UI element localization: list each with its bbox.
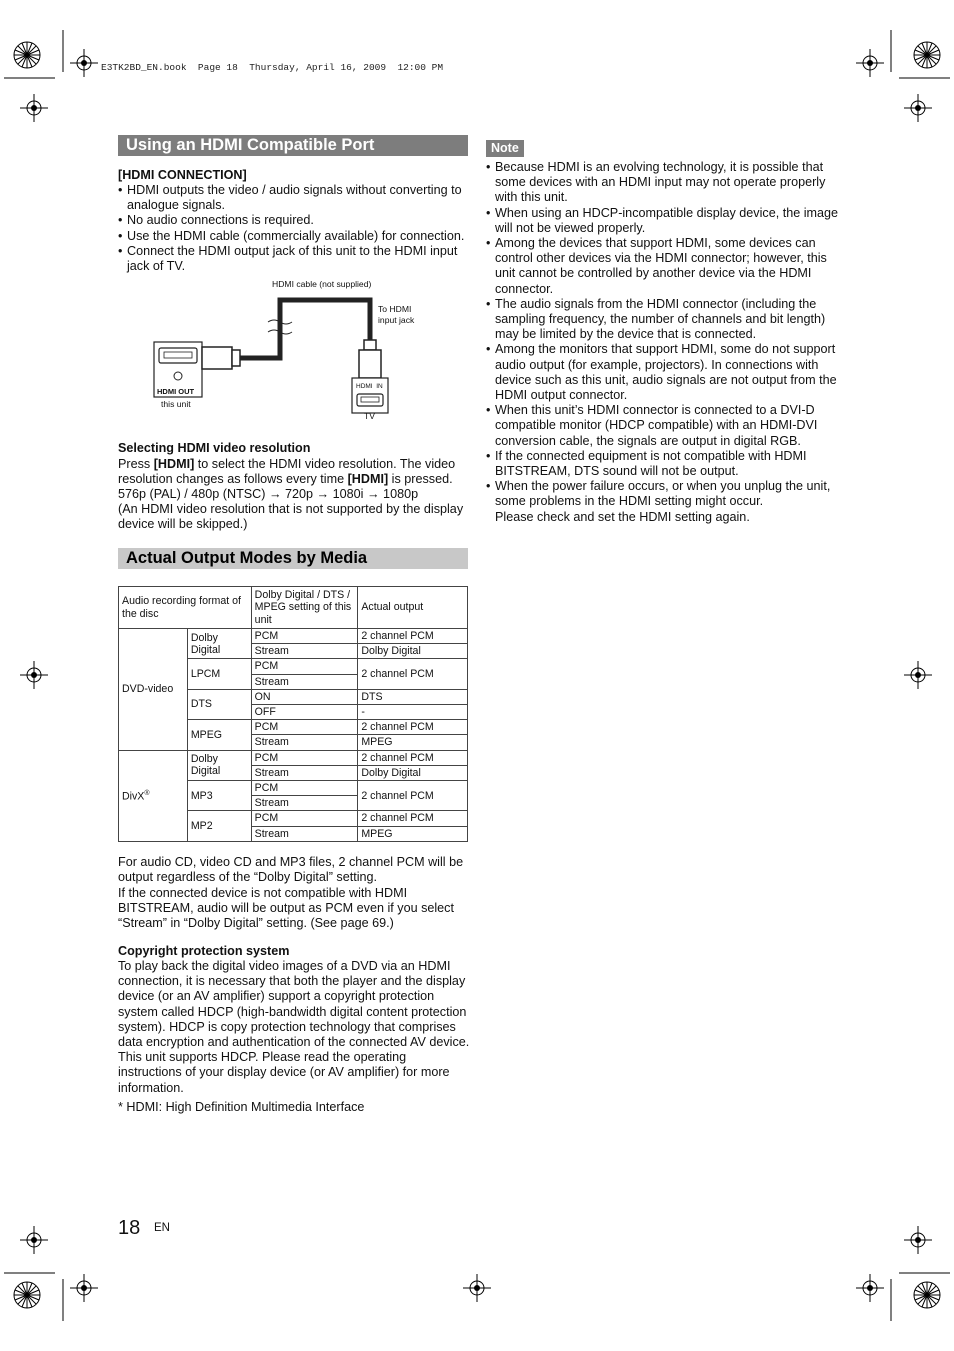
table-cell: 2 channel PCM (358, 629, 468, 644)
note-badge: Note (486, 140, 524, 157)
table-cell: 2 channel PCM (358, 720, 468, 735)
to-input-label: To HDMI input jack (378, 304, 415, 325)
tv-plug (359, 350, 381, 378)
section-title-hdmi (118, 135, 468, 156)
list-item: • Connect the HDMI output jack of this unit to the HDMI input jack of TV. (118, 244, 470, 274)
list-item: • Use the HDMI cable (commercially available) for connection. (118, 229, 470, 244)
list-item: • If the connected equipment is not compatible with HDMI BITSTREAM, DTS sound will not be output. (486, 449, 838, 479)
after-table-paragraph-1: For audio CD, video CD and MP3 files, 2 channel PCM will be output regardless of the “Dolby Digital” setting. (118, 855, 464, 885)
list-item: • The audio signals from the HDMI connector (including the sampling frequency, the number of channels and bit length) may be limited by the device that is connected. (486, 297, 838, 343)
table-cell: - (358, 705, 468, 720)
table-row (119, 587, 468, 629)
copyright-heading: Copyright protection system (118, 944, 290, 958)
list-item: • When the power failure occurs, or when you unplug the unit, some problems in the HDMI setting might occur. Please check and set the HDMI setting again. (486, 479, 838, 525)
table-cell: DivX® (119, 750, 188, 841)
resolution-note: (An HDMI video resolution that is not supported by the display device will be skipped.) (118, 502, 464, 532)
table-cell: 2 channel PCM (358, 750, 468, 765)
table-cell: 2 channel PCM (358, 659, 468, 689)
table-cell: PCM (251, 781, 358, 796)
resolution-text: Press [HDMI] to select the HDMI video resolution. The video resolution changes as follows every time [HDMI] is pressed. (118, 457, 456, 487)
list-item: • No audio connections is required. (118, 213, 470, 228)
table-cell: DVD-video (119, 629, 188, 751)
table-cell: MP3 (187, 781, 251, 811)
table-cell: PCM (251, 659, 358, 674)
table-cell: PCM (251, 629, 358, 644)
section-title-text: Using an HDMI Compatible Port (126, 136, 375, 154)
list-item: • Because HDMI is an evolving technology, it is possible that some devices with an HDMI input may not operate properly with this unit. (486, 160, 838, 206)
list-item: • When using an HDCP-incompatible display device, the image will not be viewed properly. (486, 206, 838, 236)
table-cell: ON (251, 689, 358, 704)
hdmi-in-label: HDMI IN (356, 383, 383, 390)
table-cell: PCM (251, 720, 358, 735)
table-cell: 2 channel PCM (358, 781, 468, 811)
table-header: Actual output (358, 587, 468, 629)
table-cell: MPEG (187, 720, 251, 750)
this-unit-label: this unit (161, 399, 191, 409)
resolution-heading: Selecting HDMI video resolution (118, 441, 311, 455)
table-header: Audio recording format of the disc (119, 587, 252, 629)
table-cell: Dolby Digital (187, 750, 251, 780)
table-cell: MPEG (358, 735, 468, 750)
hdmi-bullets (118, 183, 470, 274)
table-cell: MPEG (358, 826, 468, 841)
copyright-text: To play back the digital video images of a DVD via an HDMI connection, it is necessary that both the player and the display device (or an AV amplifier) support a copyright protection system called HDCP (high-bandwidth digital content protection system). HDCP is copy protection technology that comprises data encryption and authentication of the connected AV device. This unit supports HDCP. Please read the operating instructions of your display device (or AV amplifier) for more information. (118, 959, 470, 1095)
table-cell: Dolby Digital (358, 644, 468, 659)
table-cell: Dolby Digital (187, 629, 251, 659)
table-cell: DTS (358, 689, 468, 704)
cable-label: HDMI cable (not supplied) (272, 279, 372, 289)
table-cell: Stream (251, 674, 358, 689)
section-title-output-modes (118, 548, 468, 569)
print-info: E3TK2BD_EN.book Page 18 Thursday, April 16, 2009 12:00 PM (101, 62, 444, 73)
note-bullets (486, 160, 838, 525)
language-code: EN (154, 1222, 170, 1234)
table-cell: OFF (251, 705, 358, 720)
table-cell: Stream (251, 826, 358, 841)
table-cell: Stream (251, 644, 358, 659)
table-cell: PCM (251, 811, 358, 826)
table-cell: Stream (251, 765, 358, 780)
unit-plug (202, 347, 232, 369)
output-modes-table (118, 586, 468, 842)
tv-label: TV (364, 411, 375, 421)
table-header: Dolby Digital / DTS / MPEG setting of this unit (251, 587, 358, 629)
after-table-paragraph-2: If the connected device is not compatible with HDMI BITSTREAM, audio will be output as PCM even if you select “Stream” in “Dolby Digital” setting. (See page 69.) (118, 886, 454, 931)
table-cell: DTS (187, 689, 251, 719)
footnote: * HDMI: High Definition Multimedia Interface (118, 1100, 365, 1114)
table-cell: LPCM (187, 659, 251, 689)
table-cell: 2 channel PCM (358, 811, 468, 826)
list-item: • Among the monitors that support HDMI, some do not support audio output (for example, projectors). In connections with device such as this unit, audio signals are not output from the HDMI output connector. (486, 342, 838, 403)
table-cell: Dolby Digital (358, 765, 468, 780)
hdmi-connection-label: [HDMI CONNECTION] (118, 168, 247, 182)
section-title-text: Actual Output Modes by Media (126, 549, 368, 567)
list-item: • HDMI outputs the video / audio signals without converting to analogue signals. (118, 183, 470, 213)
page-number: 18 (118, 1217, 141, 1239)
hdmi-out-label: HDMI OUT (157, 387, 195, 396)
table-cell: Stream (251, 735, 358, 750)
table-cell: Stream (251, 796, 358, 811)
hdmi-connection-diagram (150, 280, 450, 425)
list-item: • Among the devices that support HDMI, some devices can control other devices via the HDMI connector; however, this unit cannot be controlled by another device via the HDMI connector. (486, 236, 838, 297)
table-cell: MP2 (187, 811, 251, 841)
table-cell: PCM (251, 750, 358, 765)
list-item: • When this unit’s HDMI connector is connected to a DVI-D compatible monitor (HDCP compatible) with an HDMI-DVI conversion cable, the signals are output in digital RGB. (486, 403, 838, 449)
table-row (119, 750, 468, 765)
resolution-sequence: 576p (PAL) / 480p (NTSC) → 720p → 1080i → 1080p (118, 487, 419, 501)
table-row (119, 629, 468, 644)
